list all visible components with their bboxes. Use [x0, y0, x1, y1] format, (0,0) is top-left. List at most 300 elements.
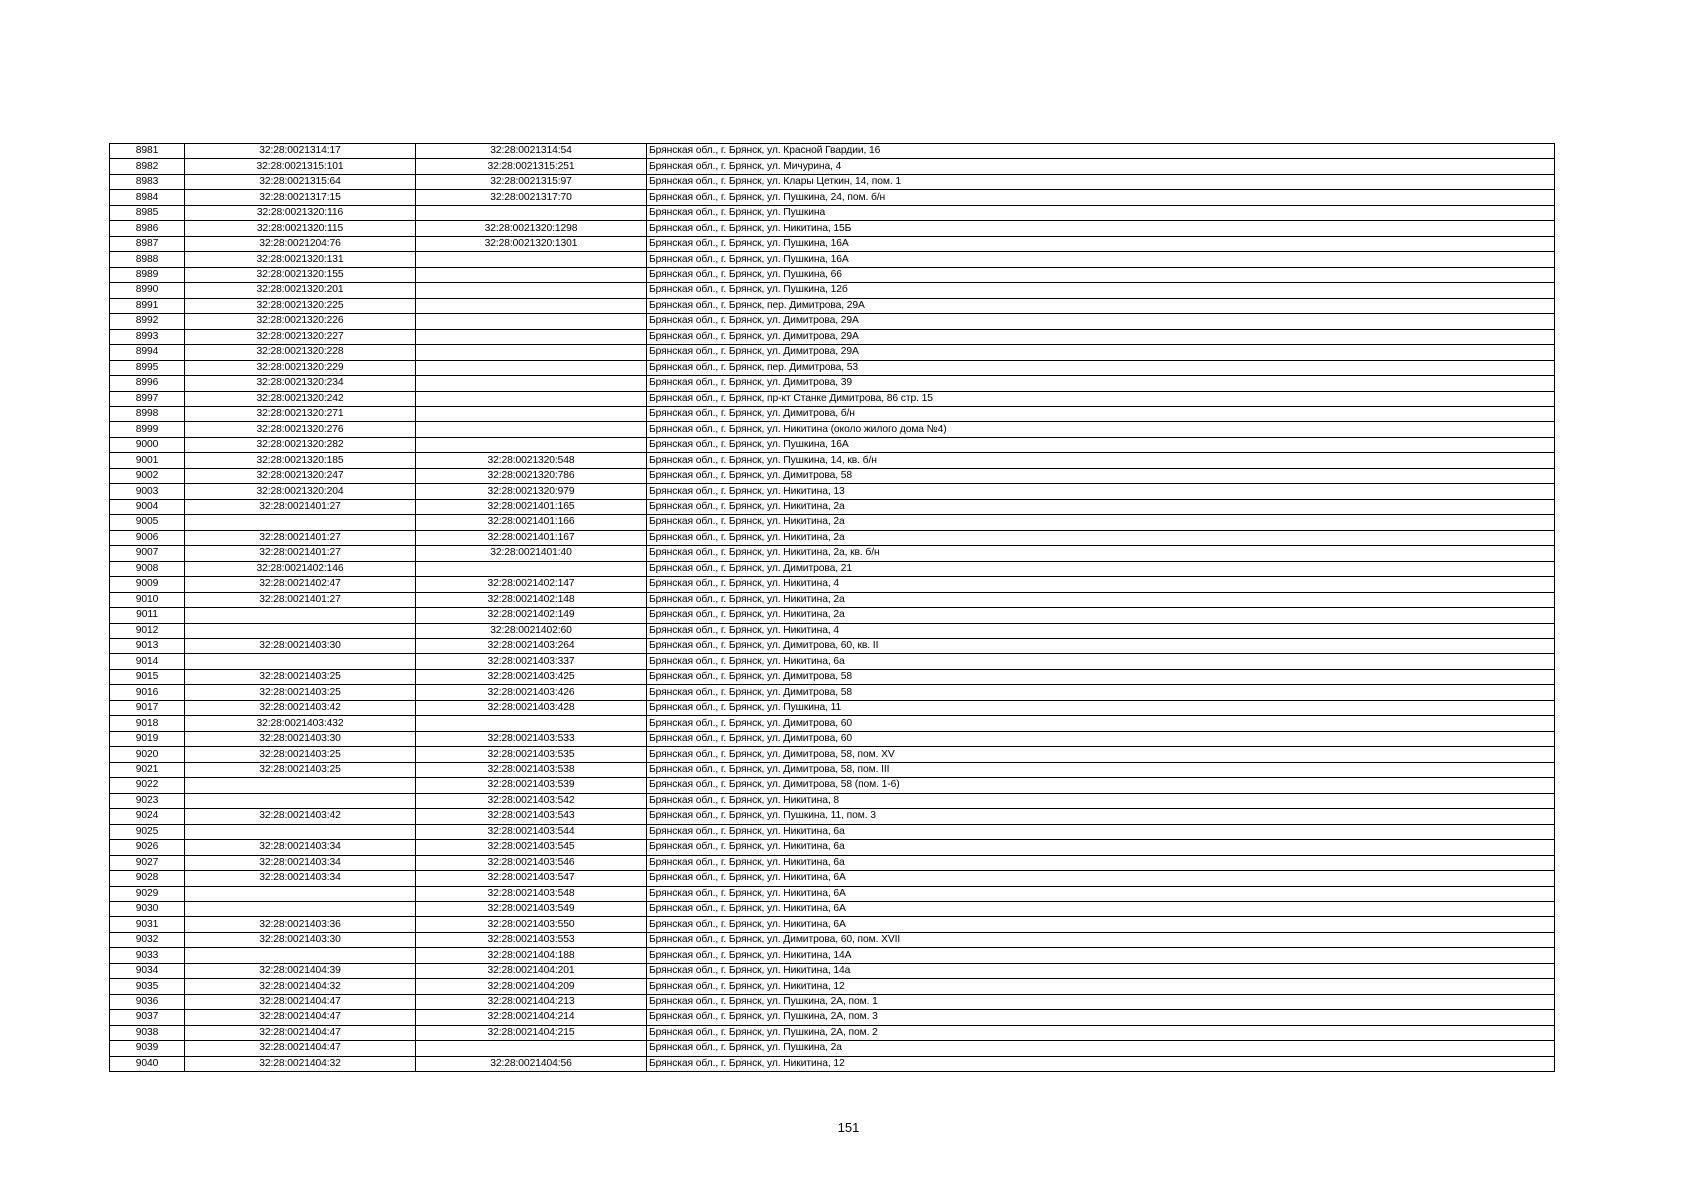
object-cadastral-cell — [416, 376, 647, 391]
object-cadastral-cell: 32:28:0021403:553 — [416, 932, 647, 947]
address-cell: Брянская обл., г. Брянск, пр-кт Станке Димитрова, 86 стр. 15 — [647, 391, 1555, 406]
land-parcel-cadastral-cell: 32:28:0021204:76 — [185, 236, 416, 251]
object-cadastral-cell: 32:28:0021315:251 — [416, 159, 647, 174]
object-cadastral-cell — [416, 345, 647, 360]
object-cadastral-cell: 32:28:0021404:188 — [416, 948, 647, 963]
object-cadastral-cell — [416, 422, 647, 437]
row-number-cell: 9040 — [110, 1056, 185, 1071]
land-parcel-cadastral-cell: 32:28:0021315:101 — [185, 159, 416, 174]
address-cell: Брянская обл., г. Брянск, ул. Димитрова, 60 — [647, 731, 1555, 746]
address-cell: Брянская обл., г. Брянск, ул. Димитрова, 60, пом. XVII — [647, 932, 1555, 947]
address-cell: Брянская обл., г. Брянск, ул. Никитина, 6а — [647, 824, 1555, 839]
address-cell: Брянская обл., г. Брянск, ул. Димитрова, 58 — [647, 685, 1555, 700]
object-cadastral-cell: 32:28:0021401:40 — [416, 546, 647, 561]
object-cadastral-cell: 32:28:0021404:209 — [416, 979, 647, 994]
land-parcel-cadastral-cell: 32:28:0021320:226 — [185, 314, 416, 329]
table-row — [110, 236, 1555, 251]
table-row — [110, 700, 1555, 715]
land-parcel-cadastral-cell — [185, 886, 416, 901]
table-row — [110, 267, 1555, 282]
row-number-cell: 8999 — [110, 422, 185, 437]
table-row — [110, 979, 1555, 994]
row-number-cell: 9000 — [110, 437, 185, 452]
object-cadastral-cell — [416, 267, 647, 282]
table-row — [110, 174, 1555, 189]
object-cadastral-cell: 32:28:0021314:54 — [416, 144, 647, 159]
row-number-cell: 9014 — [110, 654, 185, 669]
table-row — [110, 747, 1555, 762]
object-cadastral-cell: 32:28:0021402:149 — [416, 608, 647, 623]
row-number-cell: 8991 — [110, 298, 185, 313]
table-row — [110, 484, 1555, 499]
land-parcel-cadastral-cell: 32:28:0021401:27 — [185, 546, 416, 561]
table-row — [110, 376, 1555, 391]
address-cell: Брянская обл., г. Брянск, ул. Никитина, 6а — [647, 654, 1555, 669]
row-number-cell: 8995 — [110, 360, 185, 375]
table-row — [110, 329, 1555, 344]
row-number-cell: 8998 — [110, 406, 185, 421]
object-cadastral-cell: 32:28:0021317:70 — [416, 190, 647, 205]
table-row — [110, 840, 1555, 855]
object-cadastral-cell — [416, 205, 647, 220]
row-number-cell: 9015 — [110, 669, 185, 684]
table-row — [110, 685, 1555, 700]
land-parcel-cadastral-cell: 32:28:0021404:47 — [185, 994, 416, 1009]
land-parcel-cadastral-cell: 32:28:0021320:155 — [185, 267, 416, 282]
address-cell: Брянская обл., г. Брянск, ул. Никитина, 2а — [647, 499, 1555, 514]
table-row — [110, 886, 1555, 901]
table-row — [110, 391, 1555, 406]
address-cell: Брянская обл., г. Брянск, ул. Никитина, 12 — [647, 1056, 1555, 1071]
address-cell: Брянская обл., г. Брянск, ул. Пушкина, 2А, пом. 3 — [647, 1010, 1555, 1025]
row-number-cell: 9005 — [110, 515, 185, 530]
table-row — [110, 901, 1555, 916]
land-parcel-cadastral-cell: 32:28:0021320:201 — [185, 283, 416, 298]
table-row — [110, 437, 1555, 452]
object-cadastral-cell: 32:28:0021320:1301 — [416, 236, 647, 251]
table-row — [110, 855, 1555, 870]
land-parcel-cadastral-cell: 32:28:0021404:32 — [185, 1056, 416, 1071]
address-cell: Брянская обл., г. Брянск, ул. Пушкина, 16А — [647, 236, 1555, 251]
address-cell: Брянская обл., г. Брянск, ул. Никитина, 14А — [647, 948, 1555, 963]
object-cadastral-cell — [416, 716, 647, 731]
table-row — [110, 422, 1555, 437]
row-number-cell: 9019 — [110, 731, 185, 746]
object-cadastral-cell: 32:28:0021403:550 — [416, 917, 647, 932]
land-parcel-cadastral-cell: 32:28:0021320:234 — [185, 376, 416, 391]
table-row — [110, 205, 1555, 220]
object-cadastral-cell — [416, 561, 647, 576]
row-number-cell: 9012 — [110, 623, 185, 638]
land-parcel-cadastral-cell: 32:28:0021403:432 — [185, 716, 416, 731]
land-parcel-cadastral-cell: 32:28:0021403:34 — [185, 855, 416, 870]
table-row — [110, 221, 1555, 236]
table-row — [110, 871, 1555, 886]
row-number-cell: 8993 — [110, 329, 185, 344]
row-number-cell: 8994 — [110, 345, 185, 360]
address-cell: Брянская обл., г. Брянск, ул. Димитрова, 58, пом. III — [647, 762, 1555, 777]
land-parcel-cadastral-cell: 32:28:0021320:204 — [185, 484, 416, 499]
address-cell: Брянская обл., г. Брянск, ул. Никитина, 8 — [647, 793, 1555, 808]
table-row — [110, 515, 1555, 530]
land-parcel-cadastral-cell — [185, 608, 416, 623]
row-number-cell: 9002 — [110, 468, 185, 483]
table-row — [110, 994, 1555, 1009]
object-cadastral-cell: 32:28:0021315:97 — [416, 174, 647, 189]
row-number-cell: 9016 — [110, 685, 185, 700]
address-cell: Брянская обл., г. Брянск, ул. Никитина, 14а — [647, 963, 1555, 978]
address-cell: Брянская обл., г. Брянск, ул. Пушкина, 11 — [647, 700, 1555, 715]
land-parcel-cadastral-cell: 32:28:0021402:146 — [185, 561, 416, 576]
object-cadastral-cell: 32:28:0021403:543 — [416, 809, 647, 824]
table-row — [110, 190, 1555, 205]
address-cell: Брянская обл., г. Брянск, ул. Пушкина — [647, 205, 1555, 220]
land-parcel-cadastral-cell: 32:28:0021403:30 — [185, 639, 416, 654]
land-parcel-cadastral-cell: 32:28:0021404:39 — [185, 963, 416, 978]
row-number-cell: 8997 — [110, 391, 185, 406]
land-parcel-cadastral-cell — [185, 778, 416, 793]
row-number-cell: 9031 — [110, 917, 185, 932]
land-parcel-cadastral-cell: 32:28:0021404:47 — [185, 1041, 416, 1056]
object-cadastral-cell: 32:28:0021402:147 — [416, 577, 647, 592]
table-row — [110, 577, 1555, 592]
land-parcel-cadastral-cell: 32:28:0021320:271 — [185, 406, 416, 421]
row-number-cell: 9001 — [110, 453, 185, 468]
row-number-cell: 9008 — [110, 561, 185, 576]
table-row — [110, 963, 1555, 978]
object-cadastral-cell: 32:28:0021403:548 — [416, 886, 647, 901]
table-row — [110, 654, 1555, 669]
object-cadastral-cell — [416, 298, 647, 313]
table-row — [110, 716, 1555, 731]
table-row — [110, 453, 1555, 468]
land-parcel-cadastral-cell: 32:28:0021320:131 — [185, 252, 416, 267]
land-parcel-cadastral-cell — [185, 793, 416, 808]
object-cadastral-cell — [416, 252, 647, 267]
row-number-cell: 9028 — [110, 871, 185, 886]
land-parcel-cadastral-cell: 32:28:0021320:227 — [185, 329, 416, 344]
object-cadastral-cell: 32:28:0021320:979 — [416, 484, 647, 499]
address-cell: Брянская обл., г. Брянск, ул. Никитина, 6А — [647, 871, 1555, 886]
address-cell: Брянская обл., г. Брянск, ул. Мичурина, 4 — [647, 159, 1555, 174]
land-parcel-cadastral-cell: 32:28:0021320:185 — [185, 453, 416, 468]
table-row — [110, 546, 1555, 561]
row-number-cell: 9032 — [110, 932, 185, 947]
object-cadastral-cell: 32:28:0021404:214 — [416, 1010, 647, 1025]
table-row — [110, 1041, 1555, 1056]
object-cadastral-cell: 32:28:0021402:60 — [416, 623, 647, 638]
land-parcel-cadastral-cell: 32:28:0021404:47 — [185, 1025, 416, 1040]
table-row — [110, 824, 1555, 839]
land-parcel-cadastral-cell: 32:28:0021402:47 — [185, 577, 416, 592]
address-cell: Брянская обл., г. Брянск, ул. Никитина (около жилого дома №4) — [647, 422, 1555, 437]
table-row — [110, 1056, 1555, 1071]
object-cadastral-cell — [416, 391, 647, 406]
land-parcel-cadastral-cell: 32:28:0021320:225 — [185, 298, 416, 313]
object-cadastral-cell: 32:28:0021403:428 — [416, 700, 647, 715]
table-row — [110, 778, 1555, 793]
object-cadastral-cell: 32:28:0021320:1298 — [416, 221, 647, 236]
land-parcel-cadastral-cell — [185, 515, 416, 530]
address-cell: Брянская обл., г. Брянск, ул. Никитина, 6А — [647, 917, 1555, 932]
address-cell: Брянская обл., г. Брянск, ул. Пушкина, 16А — [647, 252, 1555, 267]
object-cadastral-cell: 32:28:0021404:56 — [416, 1056, 647, 1071]
table-row — [110, 608, 1555, 623]
row-number-cell: 9024 — [110, 809, 185, 824]
land-parcel-cadastral-cell: 32:28:0021320:242 — [185, 391, 416, 406]
land-parcel-cadastral-cell: 32:28:0021315:64 — [185, 174, 416, 189]
land-parcel-cadastral-cell — [185, 901, 416, 916]
table-row — [110, 762, 1555, 777]
object-cadastral-cell — [416, 437, 647, 452]
object-cadastral-cell: 32:28:0021403:544 — [416, 824, 647, 839]
table-row — [110, 623, 1555, 638]
row-number-cell: 9027 — [110, 855, 185, 870]
address-cell: Брянская обл., г. Брянск, ул. Никитина, 4 — [647, 623, 1555, 638]
row-number-cell: 8987 — [110, 236, 185, 251]
address-cell: Брянская обл., г. Брянск, ул. Пушкина, 12б — [647, 283, 1555, 298]
address-cell: Брянская обл., г. Брянск, ул. Пушкина, 11, пом. 3 — [647, 809, 1555, 824]
row-number-cell: 9003 — [110, 484, 185, 499]
land-parcel-cadastral-cell: 32:28:0021320:228 — [185, 345, 416, 360]
address-cell: Брянская обл., г. Брянск, ул. Димитрова, 21 — [647, 561, 1555, 576]
address-cell: Брянская обл., г. Брянск, ул. Никитина, 2а — [647, 608, 1555, 623]
address-cell: Брянская обл., г. Брянск, ул. Красной Гвардии, 16 — [647, 144, 1555, 159]
row-number-cell: 9025 — [110, 824, 185, 839]
address-cell: Брянская обл., г. Брянск, ул. Никитина, 2а, кв. б/н — [647, 546, 1555, 561]
table-row — [110, 360, 1555, 375]
table-row — [110, 731, 1555, 746]
row-number-cell: 9030 — [110, 901, 185, 916]
land-parcel-cadastral-cell: 32:28:0021403:34 — [185, 871, 416, 886]
table-row — [110, 669, 1555, 684]
table-row — [110, 809, 1555, 824]
address-cell: Брянская обл., г. Брянск, ул. Никитина, 6А — [647, 886, 1555, 901]
row-number-cell: 9011 — [110, 608, 185, 623]
row-number-cell: 8992 — [110, 314, 185, 329]
address-cell: Брянская обл., г. Брянск, ул. Никитина, 15Б — [647, 221, 1555, 236]
table-row — [110, 499, 1555, 514]
land-parcel-cadastral-cell: 32:28:0021320:282 — [185, 437, 416, 452]
land-parcel-cadastral-cell: 32:28:0021317:15 — [185, 190, 416, 205]
address-cell: Брянская обл., г. Брянск, ул. Клары Цеткин, 14, пом. 1 — [647, 174, 1555, 189]
land-parcel-cadastral-cell: 32:28:0021403:25 — [185, 762, 416, 777]
row-number-cell: 9006 — [110, 530, 185, 545]
address-cell: Брянская обл., г. Брянск, ул. Никитина, 6а — [647, 840, 1555, 855]
object-cadastral-cell: 32:28:0021404:201 — [416, 963, 647, 978]
address-cell: Брянская обл., г. Брянск, ул. Никитина, 2а — [647, 592, 1555, 607]
table-row — [110, 468, 1555, 483]
row-number-cell: 9037 — [110, 1010, 185, 1025]
object-cadastral-cell: 32:28:0021403:337 — [416, 654, 647, 669]
land-parcel-cadastral-cell: 32:28:0021403:30 — [185, 932, 416, 947]
row-number-cell: 8982 — [110, 159, 185, 174]
object-cadastral-cell: 32:28:0021403:425 — [416, 669, 647, 684]
object-cadastral-cell: 32:28:0021404:213 — [416, 994, 647, 1009]
row-number-cell: 9021 — [110, 762, 185, 777]
table-row — [110, 561, 1555, 576]
address-cell: Брянская обл., г. Брянск, ул. Димитрова, б/н — [647, 406, 1555, 421]
address-cell: Брянская обл., г. Брянск, пер. Димитрова, 29А — [647, 298, 1555, 313]
land-parcel-cadastral-cell: 32:28:0021401:27 — [185, 499, 416, 514]
row-number-cell: 9035 — [110, 979, 185, 994]
object-cadastral-cell: 32:28:0021403:538 — [416, 762, 647, 777]
land-parcel-cadastral-cell: 32:28:0021403:36 — [185, 917, 416, 932]
address-cell: Брянская обл., г. Брянск, ул. Никитина, 6а — [647, 855, 1555, 870]
land-parcel-cadastral-cell: 32:28:0021320:229 — [185, 360, 416, 375]
land-parcel-cadastral-cell: 32:28:0021401:27 — [185, 530, 416, 545]
row-number-cell: 9036 — [110, 994, 185, 1009]
row-number-cell: 9029 — [110, 886, 185, 901]
address-cell: Брянская обл., г. Брянск, ул. Димитрова, 29А — [647, 345, 1555, 360]
land-parcel-cadastral-cell — [185, 623, 416, 638]
land-parcel-cadastral-cell: 32:28:0021320:116 — [185, 205, 416, 220]
land-parcel-cadastral-cell: 32:28:0021403:30 — [185, 731, 416, 746]
row-number-cell: 9004 — [110, 499, 185, 514]
table-row — [110, 1025, 1555, 1040]
row-number-cell: 9007 — [110, 546, 185, 561]
object-cadastral-cell: 32:28:0021403:535 — [416, 747, 647, 762]
row-number-cell: 9026 — [110, 840, 185, 855]
table-row — [110, 530, 1555, 545]
table-row — [110, 948, 1555, 963]
address-cell: Брянская обл., г. Брянск, ул. Пушкина, 2А, пом. 2 — [647, 1025, 1555, 1040]
table-row — [110, 314, 1555, 329]
table-row — [110, 932, 1555, 947]
land-parcel-cadastral-cell: 32:28:0021320:115 — [185, 221, 416, 236]
table-row — [110, 406, 1555, 421]
table-row — [110, 252, 1555, 267]
row-number-cell: 8981 — [110, 144, 185, 159]
object-cadastral-cell: 32:28:0021403:533 — [416, 731, 647, 746]
object-cadastral-cell: 32:28:0021320:786 — [416, 468, 647, 483]
object-cadastral-cell: 32:28:0021402:148 — [416, 592, 647, 607]
address-cell: Брянская обл., г. Брянск, ул. Никитина, 2а — [647, 530, 1555, 545]
object-cadastral-cell — [416, 1041, 647, 1056]
table-row — [110, 1010, 1555, 1025]
row-number-cell: 9022 — [110, 778, 185, 793]
address-cell: Брянская обл., г. Брянск, ул. Пушкина, 14, кв. б/н — [647, 453, 1555, 468]
address-cell: Брянская обл., г. Брянск, ул. Димитрова, 58 — [647, 468, 1555, 483]
table-row — [110, 793, 1555, 808]
address-cell: Брянская обл., г. Брянск, ул. Димитрова, 39 — [647, 376, 1555, 391]
row-number-cell: 9010 — [110, 592, 185, 607]
address-cell: Брянская обл., г. Брянск, ул. Никитина, 4 — [647, 577, 1555, 592]
row-number-cell: 9023 — [110, 793, 185, 808]
row-number-cell: 9017 — [110, 700, 185, 715]
row-number-cell: 9034 — [110, 963, 185, 978]
land-parcel-cadastral-cell: 32:28:0021320:247 — [185, 468, 416, 483]
table-row — [110, 298, 1555, 313]
object-cadastral-cell: 32:28:0021401:167 — [416, 530, 647, 545]
address-cell: Брянская обл., г. Брянск, ул. Пушкина, 66 — [647, 267, 1555, 282]
row-number-cell: 9039 — [110, 1041, 185, 1056]
object-cadastral-cell: 32:28:0021404:215 — [416, 1025, 647, 1040]
registry-table — [109, 143, 1555, 1072]
address-cell: Брянская обл., г. Брянск, ул. Пушкина, 2а — [647, 1041, 1555, 1056]
row-number-cell: 8990 — [110, 283, 185, 298]
address-cell: Брянская обл., г. Брянск, ул. Никитина, 2а — [647, 515, 1555, 530]
land-parcel-cadastral-cell — [185, 948, 416, 963]
land-parcel-cadastral-cell: 32:28:0021403:25 — [185, 685, 416, 700]
object-cadastral-cell: 32:28:0021403:549 — [416, 901, 647, 916]
address-cell: Брянская обл., г. Брянск, ул. Пушкина, 2А, пом. 1 — [647, 994, 1555, 1009]
address-cell: Брянская обл., г. Брянск, пер. Димитрова, 53 — [647, 360, 1555, 375]
land-parcel-cadastral-cell: 32:28:0021320:276 — [185, 422, 416, 437]
land-parcel-cadastral-cell: 32:28:0021403:25 — [185, 747, 416, 762]
object-cadastral-cell: 32:28:0021401:166 — [416, 515, 647, 530]
land-parcel-cadastral-cell: 32:28:0021403:34 — [185, 840, 416, 855]
row-number-cell: 8996 — [110, 376, 185, 391]
row-number-cell: 8985 — [110, 205, 185, 220]
row-number-cell: 8983 — [110, 174, 185, 189]
row-number-cell: 8989 — [110, 267, 185, 282]
address-cell: Брянская обл., г. Брянск, ул. Димитрова, 29А — [647, 314, 1555, 329]
row-number-cell: 9018 — [110, 716, 185, 731]
object-cadastral-cell: 32:28:0021401:165 — [416, 499, 647, 514]
object-cadastral-cell: 32:28:0021403:542 — [416, 793, 647, 808]
table-row — [110, 917, 1555, 932]
table-row — [110, 144, 1555, 159]
land-parcel-cadastral-cell: 32:28:0021401:27 — [185, 592, 416, 607]
row-number-cell: 9013 — [110, 639, 185, 654]
address-cell: Брянская обл., г. Брянск, ул. Димитрова, 58, пом. XV — [647, 747, 1555, 762]
land-parcel-cadastral-cell — [185, 824, 416, 839]
address-cell: Брянская обл., г. Брянск, ул. Пушкина, 16А — [647, 437, 1555, 452]
address-cell: Брянская обл., г. Брянск, ул. Димитрова, 60 — [647, 716, 1555, 731]
row-number-cell: 8984 — [110, 190, 185, 205]
object-cadastral-cell: 32:28:0021403:546 — [416, 855, 647, 870]
table-row — [110, 639, 1555, 654]
land-parcel-cadastral-cell: 32:28:0021314:17 — [185, 144, 416, 159]
object-cadastral-cell: 32:28:0021320:548 — [416, 453, 647, 468]
object-cadastral-cell — [416, 314, 647, 329]
address-cell: Брянская обл., г. Брянск, ул. Никитина, 6А — [647, 901, 1555, 916]
address-cell: Брянская обл., г. Брянск, ул. Пушкина, 24, пом. б/н — [647, 190, 1555, 205]
land-parcel-cadastral-cell — [185, 654, 416, 669]
address-cell: Брянская обл., г. Брянск, ул. Никитина, 13 — [647, 484, 1555, 499]
land-parcel-cadastral-cell: 32:28:0021403:42 — [185, 809, 416, 824]
land-parcel-cadastral-cell: 32:28:0021403:25 — [185, 669, 416, 684]
row-number-cell: 9020 — [110, 747, 185, 762]
object-cadastral-cell: 32:28:0021403:426 — [416, 685, 647, 700]
address-cell: Брянская обл., г. Брянск, ул. Димитрова, 58 — [647, 669, 1555, 684]
table-row — [110, 345, 1555, 360]
land-parcel-cadastral-cell: 32:28:0021403:42 — [185, 700, 416, 715]
object-cadastral-cell — [416, 283, 647, 298]
row-number-cell: 8988 — [110, 252, 185, 267]
address-cell: Брянская обл., г. Брянск, ул. Никитина, 12 — [647, 979, 1555, 994]
object-cadastral-cell — [416, 360, 647, 375]
object-cadastral-cell: 32:28:0021403:539 — [416, 778, 647, 793]
address-cell: Брянская обл., г. Брянск, ул. Димитрова, 58 (пом. 1-6) — [647, 778, 1555, 793]
object-cadastral-cell — [416, 406, 647, 421]
table-row — [110, 159, 1555, 174]
table-row — [110, 592, 1555, 607]
row-number-cell: 8986 — [110, 221, 185, 236]
table-row — [110, 283, 1555, 298]
object-cadastral-cell: 32:28:0021403:547 — [416, 871, 647, 886]
object-cadastral-cell — [416, 329, 647, 344]
address-cell: Брянская обл., г. Брянск, ул. Димитрова, 29А — [647, 329, 1555, 344]
address-cell: Брянская обл., г. Брянск, ул. Димитрова, 60, кв. II — [647, 639, 1555, 654]
row-number-cell: 9038 — [110, 1025, 185, 1040]
object-cadastral-cell: 32:28:0021403:545 — [416, 840, 647, 855]
row-number-cell: 9009 — [110, 577, 185, 592]
object-cadastral-cell: 32:28:0021403:264 — [416, 639, 647, 654]
page-number: 151 — [837, 1120, 860, 1135]
registry-table-body — [110, 144, 1555, 1072]
